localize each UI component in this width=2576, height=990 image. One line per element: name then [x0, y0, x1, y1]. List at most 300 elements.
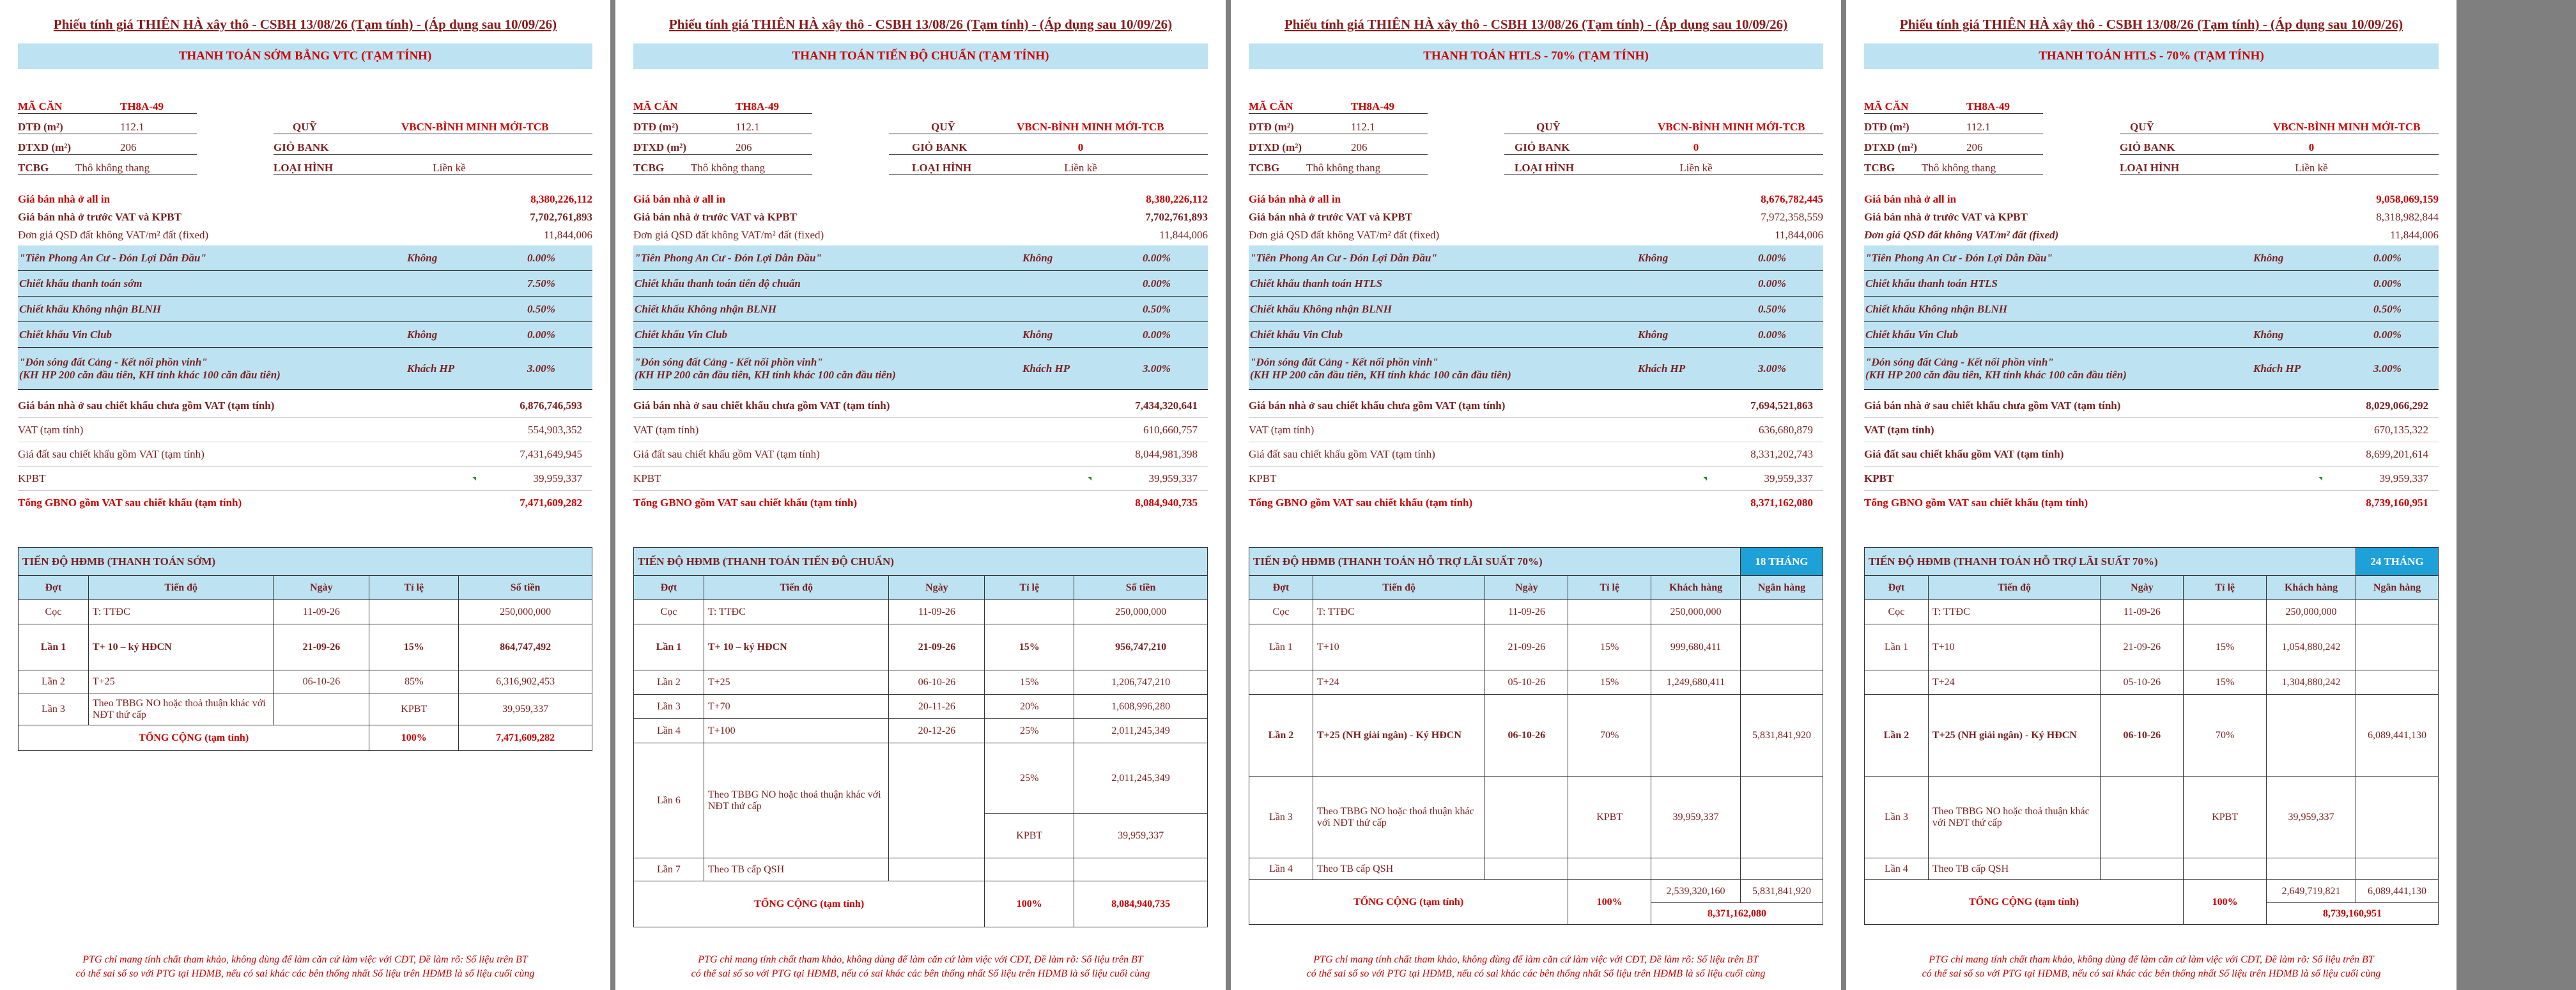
cell: 250,000,000: [1074, 600, 1208, 624]
cell: Cọc: [1249, 600, 1313, 624]
land-unit-price-label: Đơn giá QSD đất không VAT/m² đất (fixed): [18, 229, 209, 241]
cell: Lần 3: [19, 693, 89, 725]
cell: Theo TBBG NO hoặc thoả thuận khác với NĐT thứ cấp: [88, 693, 274, 725]
kpbt-label: KPBT: [1249, 472, 1277, 484]
col-header: Đợt: [19, 576, 89, 600]
bank-basket-value: 0: [2308, 141, 2315, 153]
cell: 05-10-26: [1485, 670, 1568, 695]
grand-total-label: Tổng GBNO gồm VAT sau chiết khấu (tạm tính): [633, 497, 858, 509]
table-row: [634, 695, 1208, 719]
total-row: [1249, 880, 1823, 903]
total-amount: 8,371,162,080: [1651, 903, 1823, 925]
cell: Cọc: [634, 600, 704, 624]
grand-total-label: Tổng GBNO gồm VAT sau chiết khấu (tạm tính): [18, 497, 242, 509]
vat-label: VAT (tạm tính): [633, 423, 699, 436]
cell: 39,959,337: [2267, 777, 2356, 858]
cell: Theo TB cấp QSH: [1313, 858, 1485, 880]
kpbt-value: 39,959,337: [1148, 472, 1198, 484]
price-pre-vat: 7,702,761,893: [1145, 211, 1208, 223]
total-amount: 8,739,160,951: [2267, 903, 2439, 925]
cell: [1741, 670, 1823, 695]
discount-label: "Đón sóng đất Cảng - Kết nối phồn vinh": [1250, 355, 1438, 368]
cell: Lần 2: [1249, 695, 1313, 777]
price-all-in-label: Giá bán nhà ở all in: [18, 193, 111, 205]
type-label: LOẠI HÌNH: [274, 162, 334, 174]
discount-label: Chiết khấu Không nhận BLNH: [19, 302, 162, 315]
build-area-label: DTXD (m²): [633, 141, 686, 153]
cell: 956,747,210: [1074, 624, 1208, 670]
build-area-label: DTXD (m²): [1864, 141, 1917, 153]
cell: 1,249,680,411: [1651, 670, 1741, 695]
cell: [1568, 600, 1651, 624]
vat-value: 670,135,322: [2374, 423, 2428, 436]
price-all-in-label: Giá bán nhà ở all in: [1864, 193, 1957, 205]
land-area: 112.1: [1351, 121, 1375, 133]
cell: 2,011,245,349: [1074, 743, 1208, 814]
cell: [2184, 858, 2267, 880]
price-all-in-label: Giá bán nhà ở all in: [633, 193, 726, 205]
cell: [1485, 858, 1568, 880]
price-sheet-interest-support-24m: [1846, 0, 2456, 990]
table-row: [1865, 670, 2439, 695]
discount-rate: 0.00%: [527, 251, 555, 264]
discount-label-note: (KH HP 200 căn đầu tiên, KH tính khác 100 căn đầu tiên): [19, 368, 281, 381]
vat-label: VAT (tạm tính): [1864, 423, 1934, 436]
total-rate: 100%: [1568, 880, 1651, 925]
cell: Lần 1: [19, 624, 89, 670]
col-header: Ngày: [1485, 576, 1568, 600]
cell: Lần 2: [634, 670, 704, 695]
cell: [2267, 858, 2356, 880]
discount-label: Chiết khấu thanh toán HTLS: [1250, 277, 1382, 290]
discount-label: Chiết khấu Không nhận BLNH: [1250, 302, 1392, 315]
comment-indicator-icon: [472, 477, 476, 481]
disclaimer: [633, 953, 1208, 981]
total-label: TỔNG CỘNG (tạm tính): [1865, 880, 2184, 925]
total-row: [634, 881, 1208, 927]
cell: [2184, 600, 2267, 624]
vat-value: 610,660,757: [1143, 423, 1198, 436]
total-amount: 8,084,940,735: [1074, 881, 1208, 927]
cell: [889, 743, 985, 858]
cell: T+25 (NH giải ngân) - Ký HĐCN: [1313, 695, 1485, 777]
table-row: [634, 719, 1208, 743]
col-header: Khách hàng: [2267, 576, 2356, 600]
cell: Lần 7: [634, 858, 704, 881]
cell: [369, 600, 459, 624]
table-row: [634, 624, 1208, 670]
vat-label: VAT (tạm tính): [1249, 423, 1315, 436]
disclaimer-line: PTG chỉ mang tính chất tham khảo, không dùng để làm căn cứ làm việc với CĐT, Đề làm rõ: Số liệu trên BT: [1313, 954, 1759, 965]
discount-label: "Đón sóng đất Cảng - Kết nối phồn vinh": [635, 355, 823, 368]
col-header: Ngân hàng: [2356, 576, 2439, 600]
total-customer: 2,539,320,160: [1651, 880, 1741, 903]
discount-flag: Khách HP: [1638, 362, 1686, 375]
cell: Lần 3: [634, 695, 704, 719]
cell: T: TTĐC: [1313, 600, 1485, 624]
cell: T: TTĐC: [1928, 600, 2101, 624]
build-area-label: DTXD (m²): [18, 141, 71, 153]
kpbt-value: 39,959,337: [1764, 472, 1813, 484]
col-header: Ngày: [2101, 576, 2184, 600]
table-row: [634, 670, 1208, 695]
table-row: [1249, 600, 1823, 624]
unit-code-label: MÃ CĂN: [1249, 100, 1293, 112]
cell: KPBT: [369, 693, 459, 725]
discount-flag: Không: [1022, 328, 1053, 341]
cell: [1651, 858, 1741, 880]
bank-basket-value: 0: [1693, 141, 1699, 153]
col-header: Số tiền: [459, 576, 592, 600]
discount-label: Chiết khấu Vin Club: [19, 328, 112, 341]
cell: T: TTĐC: [88, 600, 274, 624]
type-label: LOẠI HÌNH: [912, 162, 972, 174]
col-header: Tiến độ: [1928, 576, 2101, 600]
col-header: Tiến độ: [88, 576, 274, 600]
cell: 6,316,902,453: [459, 670, 592, 693]
total-amount: 7,471,609,282: [459, 725, 592, 751]
handover-standard: Thô không thang: [1922, 162, 1996, 174]
unit-code: TH8A-49: [120, 100, 164, 112]
grand-total-value: 7,471,609,282: [520, 497, 582, 509]
discount-label: Chiết khấu Không nhận BLNH: [635, 302, 777, 315]
discount-label: "Đón sóng đất Cảng - Kết nối phồn vinh": [19, 355, 208, 368]
unit-code-label: MÃ CĂN: [633, 100, 678, 112]
handover-standard: Thô không thang: [75, 162, 150, 174]
discount-rate: 0.00%: [1758, 328, 1786, 341]
land-area-label: DTĐ (m²): [1864, 121, 1909, 133]
table-row: [1249, 777, 1823, 858]
grand-total-label: Tổng GBNO gồm VAT sau chiết khấu (tạm tính): [1249, 497, 1473, 509]
land-unit-price-label: Đơn giá QSD đất không VAT/m² đất (fixed): [1864, 229, 2059, 241]
cell: 20%: [985, 695, 1074, 719]
table-row: [19, 693, 592, 725]
cell: [2267, 695, 2356, 777]
col-header: Tiến độ: [704, 576, 889, 600]
discount-rate: 0.50%: [527, 302, 555, 315]
price-summary: [1864, 394, 2439, 515]
cell: Lần 1: [634, 624, 704, 670]
cell: 11-09-26: [274, 600, 369, 624]
table-row: [1865, 624, 2439, 670]
cell: 5,831,841,920: [1741, 695, 1823, 777]
kpbt-label: KPBT: [1864, 472, 1894, 484]
unit-code: TH8A-49: [736, 100, 779, 112]
col-header: Tỉ lệ: [985, 576, 1074, 600]
cell: T+70: [704, 695, 889, 719]
table-row: [1865, 777, 2439, 858]
handover-label: TCBG: [633, 162, 665, 174]
cell: [1651, 695, 1741, 777]
cell: 999,680,411: [1651, 624, 1741, 670]
cell: 250,000,000: [459, 600, 592, 624]
land-after-discount-label: Giá đất sau chiết khấu gồm VAT (tạm tính): [1864, 447, 2064, 460]
schedule-title: TIẾN ĐỘ HĐMB (THANH TOÁN HỖ TRỢ LÃI SUẤT 70%): [1249, 548, 1741, 576]
discount-flag: Khách HP: [1022, 362, 1070, 375]
discount-label: Chiết khấu Vin Club: [1865, 328, 1959, 341]
cell: [985, 600, 1074, 624]
discount-flag: Không: [407, 328, 438, 341]
cell: T+100: [704, 719, 889, 743]
disclaimer-line: PTG chỉ mang tính chất tham khảo, không dùng để làm căn cứ làm việc với CĐT, Đề làm rõ: Số liệu trên BT: [1929, 954, 2374, 965]
cell: Lần 3: [1249, 777, 1313, 858]
discount-block: [633, 245, 1208, 390]
cell: Theo TBBG NO hoặc thoả thuận khác với NĐT thứ cấp: [1928, 777, 2101, 858]
discount-rate: 0.50%: [2373, 302, 2402, 315]
price-sheet-interest-support-18m: [1231, 0, 1841, 990]
cell: [2101, 777, 2184, 858]
cell: Lần 2: [1865, 695, 1929, 777]
cell: 15%: [1568, 624, 1651, 670]
payment-mode-band: THANH TOÁN HTLS - 70% (TẠM TÍNH): [1864, 43, 2439, 69]
sheet-title: Phiếu tính giá THIÊN HÀ xây thô - CSBH 13/08/26 (Tạm tính) - (Áp dụng sau 10/09/26): [1284, 17, 1788, 32]
cell: Lần 4: [1865, 858, 1929, 880]
disclaimer: [18, 953, 592, 981]
cell: Lần 1: [1249, 624, 1313, 670]
discount-label: Chiết khấu Vin Club: [635, 328, 728, 341]
sheet-title: Phiếu tính giá THIÊN HÀ xây thô - CSBH 13/08/26 (Tạm tính) - (Áp dụng sau 10/09/26): [53, 17, 557, 32]
cell: [889, 858, 985, 881]
land-area-label: DTĐ (m²): [18, 121, 63, 133]
discount-rate: 7.50%: [527, 277, 555, 290]
discount-rate: 0.50%: [1143, 302, 1171, 315]
table-row: [1865, 695, 2439, 777]
cell: [1485, 777, 1568, 858]
grand-total-value: 8,371,162,080: [1750, 497, 1813, 509]
price-all-in: 8,380,226,112: [530, 193, 592, 205]
after-discount-value: 7,434,320,641: [1135, 399, 1198, 412]
fund-label: QUỸ: [931, 121, 955, 133]
cell: 21-09-26: [1485, 624, 1568, 670]
cell: Lần 3: [1865, 777, 1929, 858]
cell: Lần 2: [19, 670, 89, 693]
col-header: Đợt: [634, 576, 704, 600]
land-area-label: DTĐ (m²): [633, 121, 679, 133]
kpbt-value: 39,959,337: [2379, 472, 2428, 484]
discount-rate: 0.00%: [1143, 277, 1171, 290]
bank-basket-label: GIỎ BANK: [274, 141, 329, 153]
disclaimer-line: có thể sai số so với PTG tại HĐMB, nếu có sai khác các bên thống nhất Số liệu trên HĐMB là số liệu cuối cùng: [691, 968, 1150, 979]
disclaimer: [1864, 953, 2439, 981]
discount-flag: Khách HP: [2253, 362, 2301, 375]
bank-basket-value: 0: [1077, 141, 1084, 153]
discount-label-note: (KH HP 200 căn đầu tiên, KH tính khác 100 căn đầu tiên): [1865, 368, 2127, 381]
price-sheet-standard-schedule: [615, 0, 1226, 990]
after-discount-label: Giá bán nhà ở sau chiết khấu chưa gồm VAT (tạm tính): [1864, 399, 2121, 412]
cell: 11-09-26: [2101, 600, 2184, 624]
land-unit-price: 11,844,006: [2390, 229, 2439, 241]
table-row: [1249, 695, 1823, 777]
cell: T+25 (NH giải ngân) - Ký HĐCN: [1928, 695, 2101, 777]
cell: 06-10-26: [889, 670, 985, 695]
table-row: [1249, 858, 1823, 880]
price-all-in: 8,380,226,112: [1146, 193, 1208, 205]
after-discount-label: Giá bán nhà ở sau chiết khấu chưa gồm VAT (tạm tính): [18, 399, 275, 412]
type-value: Liền kề: [2295, 162, 2328, 174]
cell: 39,959,337: [1651, 777, 1741, 858]
discount-rate: 0.00%: [2373, 251, 2402, 264]
land-after-discount-label: Giá đất sau chiết khấu gồm VAT (tạm tính): [18, 447, 204, 460]
cell: 1,304,880,242: [2267, 670, 2356, 695]
cell: Theo TB cấp QSH: [1928, 858, 2101, 880]
cell: [985, 858, 1074, 881]
cell: Cọc: [1865, 600, 1929, 624]
discount-label: "Tiên Phong An Cư - Đón Lợi Dẫn Đầu": [19, 251, 206, 264]
discount-rate: 0.00%: [2373, 328, 2402, 341]
cell: [2356, 777, 2439, 858]
discount-rate: 0.00%: [1758, 277, 1786, 290]
table-row: [1249, 670, 1823, 695]
build-area-label: DTXD (m²): [1249, 141, 1302, 153]
payment-schedule-table: [1249, 547, 1823, 925]
cell: [1741, 777, 1823, 858]
price-summary: [18, 394, 592, 515]
cell: 06-10-26: [1485, 695, 1568, 777]
build-area: 206: [1966, 141, 1983, 153]
discount-block: [1249, 245, 1823, 390]
cell: 250,000,000: [2267, 600, 2356, 624]
table-row: [1865, 858, 2439, 880]
grand-total-label: Tổng GBNO gồm VAT sau chiết khấu (tạm tính): [1864, 497, 2088, 509]
total-label: TỔNG CỘNG (tạm tính): [19, 725, 369, 751]
cell: [274, 693, 369, 725]
total-rate: 100%: [985, 881, 1074, 927]
schedule-title: TIẾN ĐỘ HĐMB (THANH TOÁN HỖ TRỢ LÃI SUẤT 70%): [1865, 548, 2356, 576]
cell: 6,089,441,130: [2356, 695, 2439, 777]
col-header: Tiến độ: [1313, 576, 1485, 600]
table-row: [19, 670, 592, 693]
cell: 15%: [369, 624, 459, 670]
cell: 1,054,880,242: [2267, 624, 2356, 670]
total-row: [1865, 880, 2439, 903]
price-pre-vat-label: Giá bán nhà ở trước VAT và KPBT: [1864, 211, 2028, 223]
land-area-label: DTĐ (m²): [1249, 121, 1294, 133]
cell: T+ 10 – ký HĐCN: [88, 624, 274, 670]
comment-indicator-icon: [1703, 477, 1707, 481]
bank-basket-label: GIỎ BANK: [912, 141, 968, 153]
cell: 20-11-26: [889, 695, 985, 719]
cell: [1249, 670, 1313, 695]
term-badge: 18 THÁNG: [1741, 548, 1823, 576]
price-all-in-label: Giá bán nhà ở all in: [1249, 193, 1341, 205]
after-discount-value: 7,694,521,863: [1750, 399, 1813, 412]
cell: Theo TB cấp QSH: [704, 858, 889, 881]
unit-info: [633, 95, 1208, 210]
disclaimer-line: có thể sai số so với PTG tại HĐMB, nếu có sai khác các bên thống nhất Số liệu trên HĐMB là số liệu cuối cùng: [75, 968, 535, 979]
cell: T+25: [704, 670, 889, 695]
fund-value: VBCN-BÌNH MINH MỚI-TCB: [401, 121, 549, 133]
col-header: Đợt: [1865, 576, 1929, 600]
cell: [1074, 858, 1208, 881]
discount-rate: 3.00%: [2373, 362, 2402, 375]
kpbt-label: KPBT: [633, 472, 661, 484]
cell: 11-09-26: [1485, 600, 1568, 624]
cell: 21-09-26: [274, 624, 369, 670]
cell: 15%: [1568, 670, 1651, 695]
cell: KPBT: [2184, 777, 2267, 858]
cell: Lần 4: [1249, 858, 1313, 880]
cell: 15%: [2184, 624, 2267, 670]
cell: 70%: [2184, 695, 2267, 777]
cell: 39,959,337: [1074, 814, 1208, 858]
after-discount-value: 8,029,066,292: [2366, 399, 2428, 412]
handover-label: TCBG: [18, 162, 49, 174]
col-header: Ngân hàng: [1741, 576, 1823, 600]
cell: 25%: [985, 719, 1074, 743]
col-header: Đợt: [1249, 576, 1313, 600]
vat-label: VAT (tạm tính): [18, 423, 84, 436]
price-all-in: 9,058,069,159: [2376, 193, 2439, 205]
discount-flag: Không: [2253, 251, 2284, 264]
discount-label-note: (KH HP 200 căn đầu tiên, KH tính khác 100 căn đầu tiên): [1250, 368, 1511, 381]
col-header: Khách hàng: [1651, 576, 1741, 600]
cell: Cọc: [19, 600, 89, 624]
price-pre-vat: 7,972,358,559: [1761, 211, 1823, 223]
land-unit-price: 11,844,006: [1159, 229, 1208, 241]
total-label: TỔNG CỘNG (tạm tính): [1249, 880, 1568, 925]
sheet-title: Phiếu tính giá THIÊN HÀ xây thô - CSBH 13/08/26 (Tạm tính) - (Áp dụng sau 10/09/26): [668, 17, 1173, 32]
discount-flag: Không: [1022, 251, 1053, 264]
fund-value: VBCN-BÌNH MINH MỚI-TCB: [1658, 121, 1805, 133]
comment-indicator-icon: [1088, 477, 1091, 481]
type-label: LOẠI HÌNH: [1515, 162, 1575, 174]
type-value: Liền kề: [433, 162, 466, 174]
cell: 864,747,492: [459, 624, 592, 670]
discount-flag: Không: [407, 251, 438, 264]
grand-total-value: 8,084,940,735: [1135, 497, 1198, 509]
price-summary: [633, 394, 1208, 515]
disclaimer-line: có thể sai số so với PTG tại HĐMB, nếu có sai khác các bên thống nhất Số liệu trên HĐMB là số liệu cuối cùng: [1306, 968, 1766, 979]
cell: T+25: [88, 670, 274, 693]
cell: T+24: [1928, 670, 2101, 695]
vat-value: 554,903,352: [528, 423, 582, 436]
discount-rate: 3.00%: [1143, 362, 1171, 375]
discount-flag: Khách HP: [407, 362, 455, 375]
table-row: [634, 858, 1208, 881]
price-summary: [1249, 394, 1823, 515]
land-after-discount-value: 8,044,981,398: [1135, 447, 1198, 460]
comment-indicator-icon: [2318, 477, 2322, 481]
land-after-discount-label: Giá đất sau chiết khấu gồm VAT (tạm tính): [633, 447, 820, 460]
discount-rate: 0.00%: [1758, 251, 1786, 264]
discount-rate: 0.00%: [2373, 277, 2402, 290]
land-after-discount-label: Giá đất sau chiết khấu gồm VAT (tạm tính): [1249, 447, 1435, 460]
fund-value: VBCN-BÌNH MINH MỚI-TCB: [1017, 121, 1164, 133]
cell: [2356, 670, 2439, 695]
cell: [2356, 624, 2439, 670]
cell: Lần 6: [634, 743, 704, 858]
land-area: 112.1: [736, 121, 760, 133]
col-header: Số tiền: [1074, 576, 1208, 600]
cell: 39,959,337: [459, 693, 592, 725]
price-pre-vat: 7,702,761,893: [530, 211, 592, 223]
cell: KPBT: [1568, 777, 1651, 858]
handover-standard: Thô không thang: [1306, 162, 1381, 174]
cell: [1741, 624, 1823, 670]
cell: T+10: [1928, 624, 2101, 670]
land-after-discount-value: 8,331,202,743: [1750, 447, 1813, 460]
cell: 85%: [369, 670, 459, 693]
cell: 11-09-26: [889, 600, 985, 624]
handover-label: TCBG: [1864, 162, 1895, 174]
cell: 2,011,245,349: [1074, 719, 1208, 743]
cell: T+10: [1313, 624, 1485, 670]
unit-info: [1864, 95, 2439, 210]
handover-label: TCBG: [1249, 162, 1280, 174]
col-header: Ngày: [274, 576, 369, 600]
vat-value: 636,680,879: [1759, 423, 1813, 436]
discount-rate: 0.00%: [1143, 328, 1171, 341]
